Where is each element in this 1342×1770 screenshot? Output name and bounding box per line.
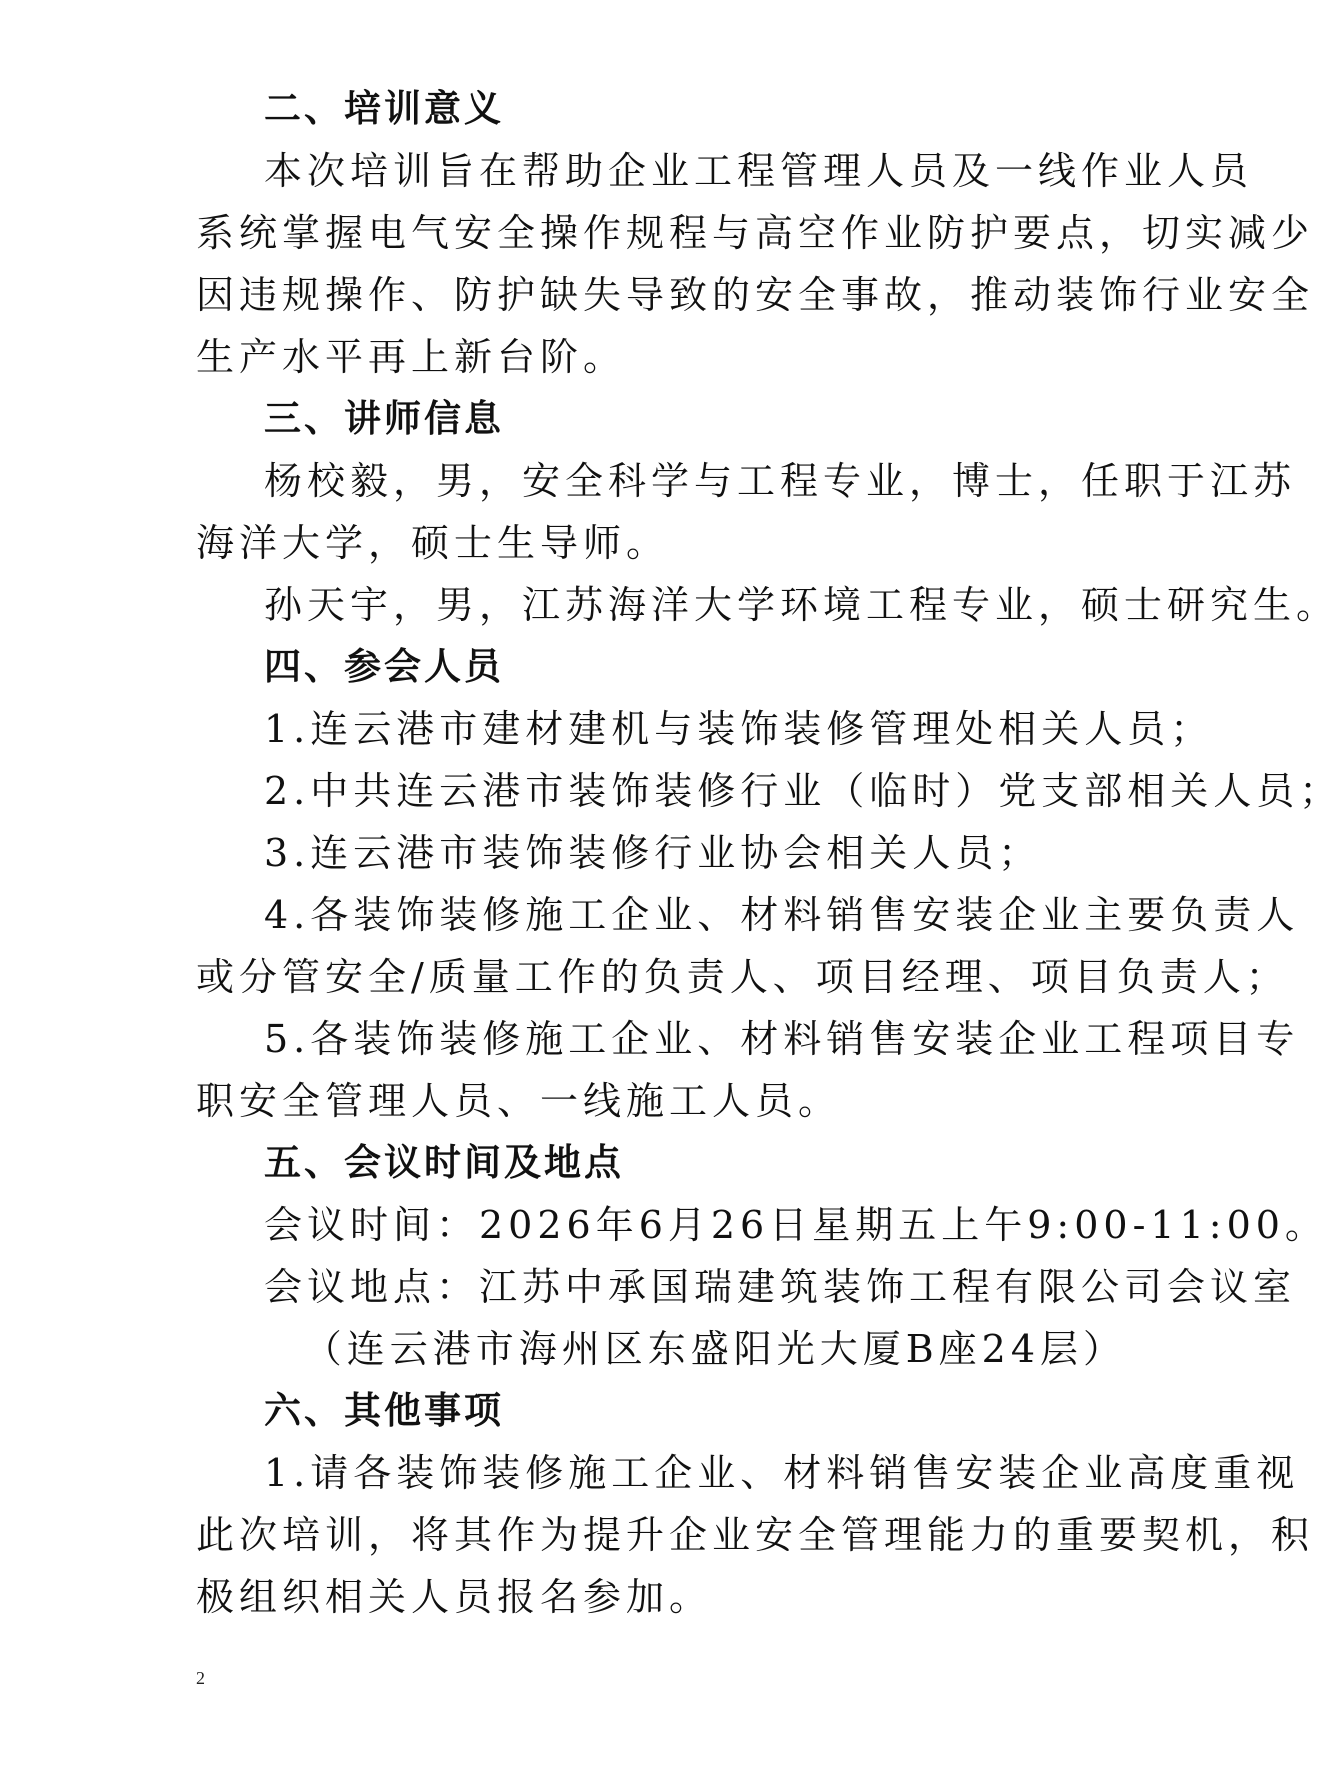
page-number: 2: [196, 1668, 205, 1688]
other-item-1-cont: 极组织相关人员报名参加。: [196, 1575, 713, 1619]
section-heading-training-significance: 二、培训意义: [264, 87, 504, 130]
section-heading-time-location: 五、会议时间及地点: [264, 1141, 624, 1184]
meeting-location: 会议地点：江苏中承国瑞建筑装饰工程有限公司会议室: [264, 1265, 1297, 1309]
meeting-location-detail: （连云港市海州区东盛阳光大厦B座24层）: [303, 1327, 1126, 1371]
attendee-item-5-cont: 职安全管理人员、一线施工人员。: [196, 1079, 842, 1123]
paragraph-line: 系统掌握电气安全操作规程与高空作业防护要点，切实减少: [196, 211, 1315, 255]
attendee-item-2: 2.中共连云港市装饰装修行业（临时）党支部相关人员；: [264, 769, 1342, 813]
section-heading-lecturer-info: 三、讲师信息: [264, 397, 504, 440]
lecturer-1-line: 杨校毅，男，安全科学与工程专业，博士，任职于江苏: [264, 459, 1297, 503]
attendee-item-3: 3.连云港市装饰装修行业协会相关人员；: [264, 831, 1042, 875]
paragraph-line: 因违规操作、防护缺失导致的安全事故，推动装饰行业安全: [196, 273, 1315, 317]
attendee-item-4: 4.各装饰装修施工企业、材料销售安装企业主要负责人: [264, 893, 1300, 937]
attendee-item-4-cont: 或分管安全/质量工作的负责人、项目经理、项目负责人；: [196, 955, 1289, 999]
paragraph-line: 生产水平再上新台阶。: [196, 335, 627, 379]
other-item-1: 1.请各装饰装修施工企业、材料销售安装企业高度重视: [264, 1451, 1300, 1495]
section-heading-other-matters: 六、其他事项: [264, 1389, 504, 1432]
paragraph-line: 本次培训旨在帮助企业工程管理人员及一线作业人员: [264, 149, 1254, 193]
meeting-time: 会议时间：2026年6月26日星期五上午9:00-11:00。: [264, 1203, 1328, 1247]
attendee-item-5: 5.各装饰装修施工企业、材料销售安装企业工程项目专: [264, 1017, 1300, 1061]
lecturer-2-line: 孙天宇，男，江苏海洋大学环境工程专业，硕士研究生。: [264, 583, 1340, 627]
other-item-1-cont: 此次培训，将其作为提升企业安全管理能力的重要契机，积: [196, 1513, 1315, 1557]
document-body: [196, 78, 1342, 1628]
attendee-item-1: 1.连云港市建材建机与装饰装修管理处相关人员；: [264, 707, 1214, 751]
lecturer-1-line: 海洋大学，硕士生导师。: [196, 521, 670, 565]
section-heading-attendees: 四、参会人员: [264, 645, 504, 688]
